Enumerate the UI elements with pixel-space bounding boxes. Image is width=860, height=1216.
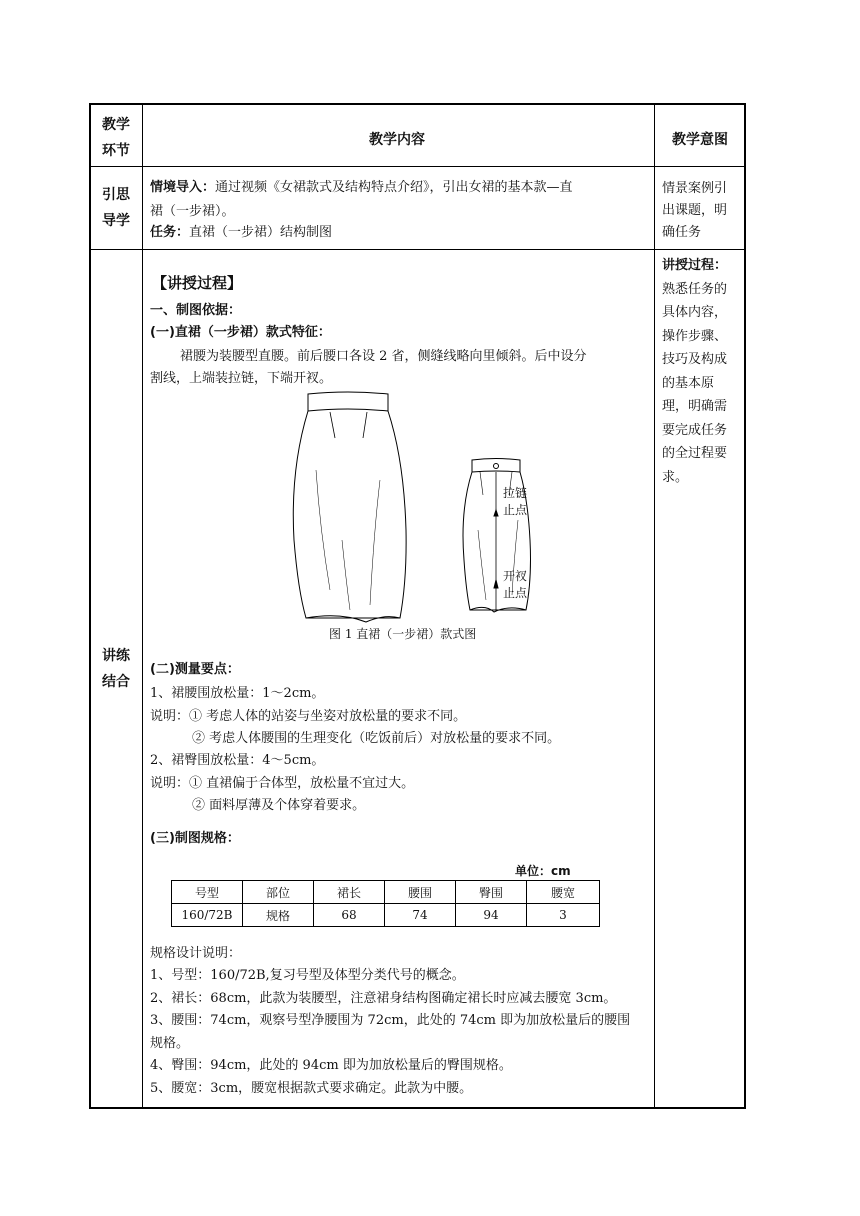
intro-label: 情境导入： (150, 180, 216, 195)
row1-intent (662, 178, 727, 244)
row1-intent-3: 确任务 (662, 225, 702, 240)
basis-title: 一、制图依据： (150, 303, 242, 318)
design-1: 1、号型：160/72B,复习号型及体型分类代号的概念。 (150, 968, 465, 983)
task-label: 任务： (150, 225, 190, 240)
row1-divider (91, 249, 744, 250)
header-col1-line1: 教学 (102, 117, 130, 133)
table-header-cell: 腰围 (385, 881, 456, 904)
intent-line: 技巧及构成 (662, 352, 728, 367)
zipper-stop-label (503, 485, 527, 519)
style-text-1: 裙腰为装腰型直腰。前后腰口各设 2 省，侧缝线略向里倾斜。后中设分 (180, 349, 587, 364)
spec-table (171, 880, 600, 927)
row2-intent (662, 254, 727, 489)
table-cell: 68 (314, 904, 385, 927)
intent-line: 求。 (662, 469, 689, 485)
col1-divider (142, 105, 143, 1107)
table-cell: 160/72B (172, 904, 243, 927)
intro-text-1: 通过视频《女裙款式及结构特点介绍》，引出女裙的基本款—直 (215, 180, 573, 195)
intro-line-2: 裙（一步裙）。 (150, 204, 235, 219)
intent-title: 讲授过程： (662, 258, 728, 273)
row1-intent-2: 出课题，明 (662, 203, 728, 218)
intent-line: 的基本原 (662, 375, 715, 391)
measure-title: (二)测量要点： (150, 662, 240, 677)
intent-line: 熟悉任务的 (662, 281, 728, 297)
design-4: 4、臀围：94cm，此处的 94cm 即为加放松量后的臀围规格。 (150, 1058, 512, 1073)
spec-title: (三)制图规格： (150, 831, 240, 846)
measure-1: 1、裙腰围放松量：1～2cm。 (150, 686, 325, 701)
design-title: 规格设计说明： (150, 946, 242, 961)
task-line (150, 221, 332, 240)
measure-2-note-1: 说明：① 直裙偏于合体型，放松量不宜过大。 (150, 776, 415, 791)
task-text: 直裙（一步裙）结构制图 (189, 225, 333, 240)
front-skirt-drawing (293, 392, 406, 622)
table-header-cell: 部位 (243, 881, 314, 904)
table-header-cell: 臀围 (456, 881, 527, 904)
header-col1-line2: 环节 (102, 143, 130, 159)
slit-label-2: 止点 (503, 586, 528, 600)
design-2: 2、裙长：68cm，此款为装腰型，注意裙身结构图确定裙长时应减去腰宽 3cm。 (150, 991, 617, 1006)
zipper-label-1: 拉链 (503, 486, 528, 500)
intent-line: 要完成任务 (662, 422, 728, 438)
design-5: 5、腰宽：3cm，腰宽根据款式要求确定。此款为中腰。 (150, 1081, 473, 1096)
design-3-line-1: 3、腰围：74cm，观察号型净腰围为 72cm，此处的 74cm 即为加放松量后的腰围 (150, 1013, 631, 1028)
row1-label-line2: 导学 (102, 213, 130, 229)
measure-2: 2、裙臀围放松量：4～5cm。 (150, 753, 325, 768)
row1-intent-1: 情景案例引 (662, 181, 728, 196)
header-col1 (91, 112, 141, 164)
style-text-2: 割线，上端装拉链，下端开衩。 (150, 371, 333, 386)
row2-label-line2: 结合 (102, 674, 130, 690)
row1-label (91, 182, 141, 234)
intro-line-1 (150, 176, 573, 195)
intent-line: 的全过程要 (662, 446, 728, 461)
section-title: 【讲授过程】 (152, 274, 243, 292)
slit-label-1: 开衩 (503, 569, 528, 583)
table-cell: 3 (527, 904, 600, 927)
unit-label: 单位：cm (515, 864, 571, 878)
table-row (172, 904, 600, 927)
header-col3: 教学意图 (672, 132, 728, 148)
row2-label (91, 643, 141, 695)
col2-divider (654, 105, 655, 1107)
header-col2: 教学内容 (369, 132, 425, 148)
figure-caption: 图 1 直裙（一步裙）款式图 (329, 627, 477, 641)
row2-label-line1: 讲练 (102, 648, 130, 664)
row1-label-line1: 引思 (102, 187, 130, 203)
slit-stop-label (503, 568, 527, 602)
design-3-line-2: 规格。 (150, 1036, 190, 1051)
measure-1-note-2: ② 考虑人体腰围的生理变化（吃饭前后）对放松量的要求不同。 (192, 731, 561, 746)
header-divider (91, 166, 744, 167)
intent-line: 具体内容， (662, 305, 728, 320)
table-header-cell: 裙长 (314, 881, 385, 904)
intent-line: 理，明确需 (662, 399, 728, 414)
table-header-cell: 号型 (172, 881, 243, 904)
style-title: (一)直裙（一步裙）款式特征： (150, 325, 331, 340)
table-header-cell: 腰宽 (527, 881, 600, 904)
table-header-row (172, 881, 600, 904)
measure-2-note-2: ② 面料厚薄及个体穿着要求。 (192, 798, 366, 813)
table-cell: 94 (456, 904, 527, 927)
measure-1-note-1: 说明：① 考虑人体的站姿与坐姿对放松量的要求不同。 (150, 709, 467, 724)
table-cell: 74 (385, 904, 456, 927)
intent-line: 操作步骤、 (662, 328, 728, 344)
table-cell: 规格 (243, 904, 314, 927)
zipper-label-2: 止点 (503, 503, 528, 517)
